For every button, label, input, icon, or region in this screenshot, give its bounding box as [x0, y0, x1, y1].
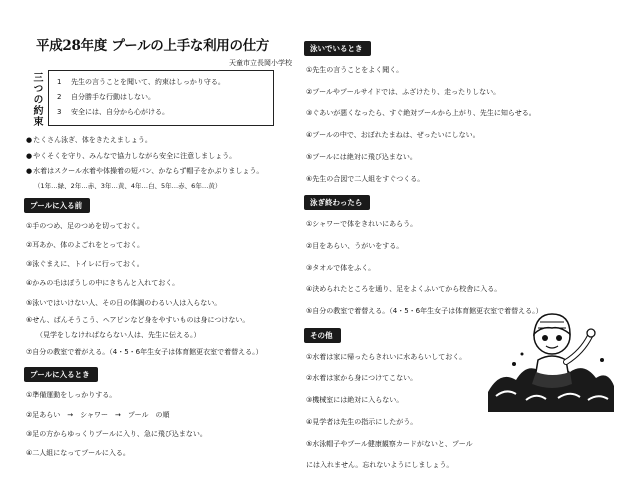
list-item: ②目をあらい、うがいをする。 [306, 241, 404, 250]
general-rule: ● やくそくを守り、みんなで協力しながら安全に注意しましょう。 [26, 149, 298, 165]
list-item: ④プールの中で、おぼれたまねは、ぜったいにしない。 [306, 131, 480, 140]
cap-colors-by-grade: （1年…緑、2年…赤、3年…黄、4年…白、5年…赤、6年…黄） [34, 181, 222, 190]
section-header-other: その他 [304, 328, 341, 343]
promise-number: 1 [57, 78, 62, 86]
list-item: ⑤水泳帽子やプール健康観察カードがないと、プール [306, 439, 473, 448]
promise-item [57, 105, 267, 120]
list-item-note: （見学をしなければならない人は、先生に伝える。） [36, 330, 201, 339]
promise-label: 三つの約束 [31, 72, 42, 127]
promise-text: 安全には、自分から心がける。 [71, 108, 169, 116]
school-name: 天童市立長岡小学校 [229, 59, 292, 67]
before-list [26, 217, 298, 363]
list-item: ⑤泳いではいけない人、その日の体調のわるい人は入らない。 [26, 298, 222, 307]
list-item: ①手のつめ、足のつめを切っておく。 [26, 221, 144, 230]
section-header-swimming: 泳いでいるとき [304, 41, 371, 56]
three-promises [30, 70, 298, 127]
list-item: ②足あらい → シャワー → プール の順 [26, 410, 170, 419]
list-item: ⑥せん、ぱんそうこう、ヘアピンなど身をやすいものは身につけない。 [26, 315, 250, 324]
list-item: ④決められたところを通り、足をよくふいてから校舎に入る。 [306, 285, 502, 294]
list-item: には入れません。忘れないようにしましょう。 [306, 461, 454, 470]
list-item: ⑤自分の教室で着替える。（4・5・6年生女子は体育館更衣室で着替える。） [306, 307, 543, 316]
list-item: ③タオルで体をふく。 [306, 263, 376, 272]
list-item: ①水着は家に帰ったらきれいに水あらいしておく。 [306, 352, 467, 361]
promise-text: 先生の言うことを聞いて、約束はしっかり守る。 [71, 78, 225, 86]
list-item: ②水着は家から身につけてこない。 [306, 374, 418, 383]
left-column [26, 34, 298, 463]
general-rules [26, 133, 298, 193]
list-item: ⑤プールには絶対に飛び込まない。 [306, 152, 417, 161]
list-item: ③足の方からゆっくりプールに入り、急に飛び込まない。 [26, 429, 207, 438]
list-item: ③泳ぐまえに、トイレに行っておく。 [26, 260, 144, 269]
swimming-list [306, 60, 612, 190]
swimming-child-illustration [486, 300, 616, 412]
general-rule: ● たくさん泳ぎ、体をきたえましょう。 [26, 133, 298, 149]
list-item: ⑦自分の教室で着がえる。（4・5・6年生女子は体育館更衣室で着替える。） [26, 347, 263, 356]
list-item: ④二人組になってプールに入る。 [26, 449, 130, 458]
list-item: ②耳あか、体のよごれをとっておく。 [26, 240, 144, 249]
general-rule: ● 水着はスクール水着や体操着の短パン、かならず帽子をかぶりましょう。 [26, 164, 298, 180]
section-header-entering: プールに入るとき [24, 367, 98, 382]
promise-item [57, 90, 267, 105]
list-item: ②プールやプールサイドでは、ふざけたり、走ったりしない。 [306, 87, 501, 96]
document-title: 平成28年度 プールの上手な利用の仕方 [36, 38, 270, 54]
list-item: ⑥先生の合図で二人組をすぐつくる。 [306, 174, 425, 183]
promise-text: 自分勝手な行動はしない。 [71, 93, 155, 101]
list-item: ③機械室には絶対に入らない。 [306, 396, 404, 405]
promise-box [48, 70, 274, 126]
list-item: ④かみの毛はぼうしの中にきちんと入れておく。 [26, 279, 180, 288]
section-header-after: 泳ぎ終わったら [304, 195, 370, 210]
list-item: ①シャワーで体をきれいにあらう。 [306, 220, 418, 229]
section-header-before: プールに入る前 [24, 198, 90, 213]
list-item: ④見学者は先生の指示にしたがう。 [306, 417, 418, 426]
list-item: ①準備運動をしっかりする。 [26, 391, 117, 400]
promise-number: 2 [57, 93, 62, 101]
list-item: ③ぐあいが悪くなったら、すぐ絶対プールから上がり、先生に知らせる。 [306, 109, 536, 118]
promise-item [57, 75, 267, 90]
promise-number: 3 [57, 108, 62, 116]
list-item: ①先生の言うことをよく聞く。 [306, 66, 404, 74]
